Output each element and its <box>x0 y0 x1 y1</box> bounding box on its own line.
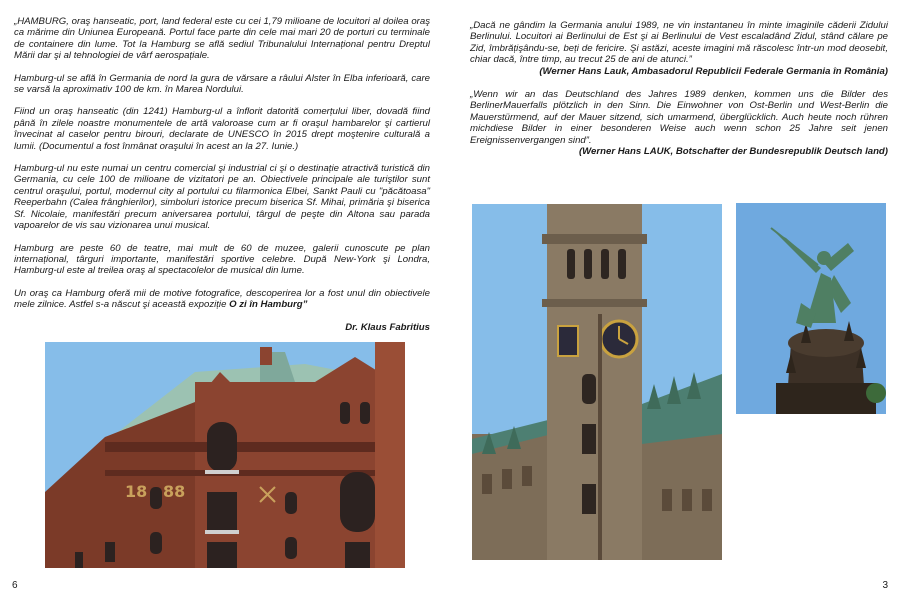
page-number-left: 6 <box>12 580 18 591</box>
right-text-column <box>470 20 888 169</box>
quote-romanian: „Dacă ne gândim la Germania anului 1989, ne vin instantaneu în minte imaginile căderii Zidului Berlinului. Locuitori ai Berlinului de Est şi ai Berlinului de Vest escaladând Zidul, stând călare pe Zid, îmbrățişându-se, beți de fericire. Şi astăzi, aceste imagini mă răscolesc într-un mod deosebit, chiar dacă, între timp, au trecut 25 de ani de atunci.” <box>470 20 888 66</box>
svg-text:88: 88 <box>163 482 186 501</box>
warehouse-photo <box>45 342 405 568</box>
quote-german: „Wenn wir an das Deutschland des Jahres 1989 denken, kommen uns die Bilder des BerlinerMauerfalls plötzlich in den Sinn. Die Einwohner von Ost-Berlin und West-Berlin die Mauerstürmend, auf der Mauer sitzend, sich umarmend, überglücklich. Auch heute noch rühren michdiese Bilder in einer besonderen Weise auch wenn schon 25 Jahre seit jenen Ereignissenvergangen sind”. <box>470 89 888 146</box>
angel-statue-photo <box>736 203 886 414</box>
town-hall-tower-photo <box>472 204 722 560</box>
right-page <box>450 0 900 600</box>
paragraph-geography: Hamburg-ul se află în Germania de nord la gura de vărsare a râului Alster în Elba inferioară, care se varsă la aproximativ 100 de km. în Marea Nordului. <box>14 72 430 96</box>
paragraph-closing <box>14 288 430 311</box>
page-number-right: 3 <box>882 580 888 591</box>
attribution-german: (Werner Hans LAUK, Botschafter der Bundesrepublik Deutsch land) <box>578 146 888 158</box>
closing-text: Un oraş ca Hamburg oferă mii de motive fotografice, descoperirea lor a fost unul din obiectivele mele zilnice. Astfel s-a născut şi această expoziție <box>14 287 430 311</box>
paragraph-culture: Hamburg are peste 60 de teatre, mai mult de 60 de muzee, galerii cunoscute pe plan internațional, târguri importante, manifestări sportive celebre. După New-York şi Londra, Hamburg-ul este al treilea oraş al spectacolelor de musical din lume. <box>14 242 430 277</box>
left-text-column <box>14 16 430 344</box>
svg-text:18: 18 <box>125 482 148 501</box>
author-signature: Dr. Klaus Fabritius <box>345 321 430 333</box>
attribution-romanian: (Werner Hans Lauk, Ambasadorul Republicii Federale Germania în România) <box>539 65 888 77</box>
paragraph-hanseatic: Fiind un oraş hanseatic (din 1241) Hamburg-ul a înflorit datorită comerțului liber, dovadă fiind până în zilele noastre monumentele de artă valoroase cum ar fi oraşul hambarelor şi cartierul învecinat al caselor pentru birouri, declarate de UNESCO în 2015 drept moştenire culturală a lumii. (Documentul a fost înmânat oraşului în acest an la 27. Iunie.) <box>14 106 430 152</box>
paragraph-intro: „HAMBURG, oraş hanseatic, port, land federal este cu cei 1,79 milioane de locuitori al doilea oraş ca mărime din Uniunea Europeană. Portul face parte din cele mai mari 20 de porturi cu terminale de containere din lume. Tot la Hamburg se află sediul Tribunalului Internațional pentru Dreptul Mării dar şi al tehnologiei de vârf aerospațiale. <box>14 16 430 62</box>
exhibition-title: O zi în Hamburg” <box>229 299 308 311</box>
paragraph-tourism: Hamburg-ul nu este numai un centru comercial şi industrial ci şi o destinație atractivă turistică din Germania, cu cele 100 de milioane de vizitatori pe an. Obiectivele principale ale turiştilor sunt centrul oraşului, portul, modernul city al portului cu filarmonica Elbei, Sankt Pauli cu "păcătoasa" Reeperbahn (Calea frânghierilor), simboluri istorice precum biserica Sf. Mihai, primăria şi biserica Sf. Nicolaie, manifestări precum aniversarea portului, târgul de peşte din Altona sau parada vapoarelor de vis sau vizionarea unui musical. <box>14 163 430 232</box>
